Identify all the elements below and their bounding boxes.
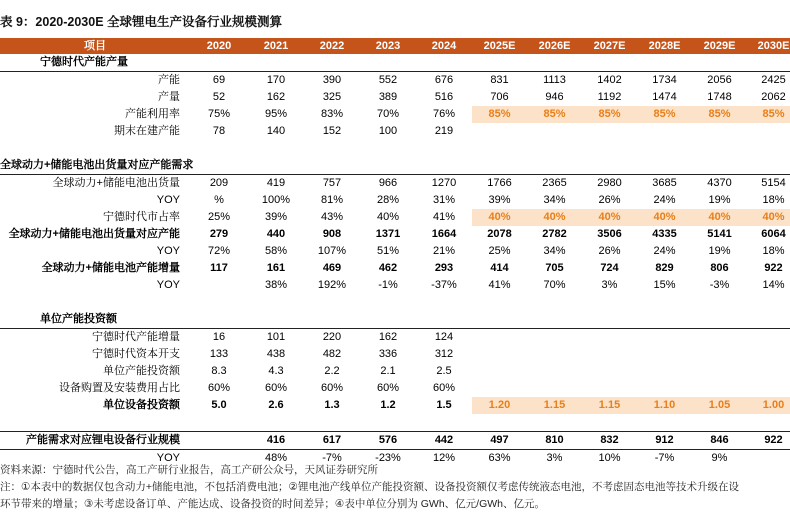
header-year: 2027E <box>582 38 637 54</box>
value-cell: 908 <box>322 228 342 240</box>
value-cell <box>637 363 692 380</box>
value-cell: -1% <box>378 279 398 291</box>
table-row <box>0 192 790 209</box>
value-cell: 676 <box>434 74 454 86</box>
table-row <box>0 72 790 90</box>
row-label: 产能 <box>158 74 180 86</box>
value-cell: 757 <box>322 177 342 189</box>
row-label: 宁德时代产能增量 <box>92 331 180 343</box>
value-cell <box>582 329 637 347</box>
value-cell: 2425 <box>761 74 786 86</box>
value-cell <box>692 346 747 363</box>
value-cell: 162 <box>266 91 286 103</box>
value-cell: 1.15 <box>582 397 637 414</box>
note-line-2: 环节带来的增量；③未考虑设备订单、产能达成、设备投资的时间差异；④表中单位分别为 GWh、亿元/GWh、亿元。 <box>0 498 545 510</box>
header-year: 2030E <box>747 38 790 54</box>
value-cell: 41% <box>432 211 456 223</box>
value-cell: 24% <box>653 245 676 257</box>
value-cell: 107% <box>317 245 347 257</box>
value-cell: 832 <box>582 432 637 450</box>
value-cell: 552 <box>378 74 398 86</box>
value-cell: 3506 <box>597 228 622 240</box>
value-cell: 10% <box>598 452 621 464</box>
value-cell: 4.3 <box>268 365 284 377</box>
header-year: 2024 <box>416 38 472 54</box>
spacer-cell <box>0 414 790 432</box>
value-cell: 497 <box>472 432 527 450</box>
value-cell: 1113 <box>543 74 566 86</box>
value-cell: 26% <box>598 194 621 206</box>
value-cell <box>527 329 582 347</box>
value-cell: 209 <box>209 177 229 189</box>
value-cell: 60% <box>320 382 344 394</box>
value-cell: 85% <box>637 106 692 123</box>
value-cell: 2980 <box>597 177 622 189</box>
table-row <box>0 346 790 363</box>
value-cell: 18% <box>762 245 785 257</box>
row-label: YOY <box>156 194 180 206</box>
header-year: 2020 <box>190 38 248 54</box>
spacer-row <box>0 294 790 311</box>
value-cell: 1664 <box>431 228 457 240</box>
value-cell: 38% <box>264 279 288 291</box>
value-cell: -37% <box>431 279 457 291</box>
row-label: 宁德时代市占率 <box>103 211 180 223</box>
value-cell <box>637 329 692 347</box>
value-cell: 3% <box>601 279 618 291</box>
value-cell <box>527 123 582 140</box>
value-cell: 85% <box>692 106 747 123</box>
value-cell: 946 <box>545 91 564 103</box>
value-cell: 100% <box>261 194 291 206</box>
section-header-row <box>0 54 790 72</box>
value-cell <box>692 363 747 380</box>
row-label: 单位设备投资额 <box>103 399 180 411</box>
value-cell: 2782 <box>542 228 567 240</box>
value-cell: 806 <box>710 262 729 274</box>
value-cell: 3685 <box>652 177 677 189</box>
row-label: 设备购置及安装费用占比 <box>59 382 180 394</box>
value-cell: 25% <box>488 245 511 257</box>
row-label: 全球动力+储能电池出货量对应产能 <box>8 228 180 240</box>
value-cell: 966 <box>378 177 398 189</box>
final-row-label: 产能需求对应锂电设备行业规模 <box>0 432 190 450</box>
value-cell <box>747 329 790 347</box>
value-cell: 85% <box>472 106 527 123</box>
table-row <box>0 380 790 397</box>
value-cell: 83% <box>320 108 344 120</box>
value-cell: -7% <box>654 452 675 464</box>
value-cell: 21% <box>432 245 456 257</box>
value-cell: 58% <box>264 245 288 257</box>
value-cell: 5.0 <box>211 399 227 411</box>
row-label: YOY <box>156 279 180 291</box>
value-cell: 5154 <box>761 177 786 189</box>
table-row <box>0 243 790 260</box>
value-cell: 76% <box>432 108 456 120</box>
value-cell: 85% <box>747 106 790 123</box>
value-cell: 34% <box>543 194 566 206</box>
value-cell: 70% <box>543 279 566 291</box>
value-cell: 390 <box>322 74 342 86</box>
spacer-row <box>0 140 790 157</box>
value-cell: 18% <box>762 194 785 206</box>
value-cell: 442 <box>416 432 472 450</box>
value-cell: 1.2 <box>380 399 396 411</box>
value-cell <box>472 363 527 380</box>
spacer-cell <box>0 294 790 311</box>
table-row <box>0 226 790 243</box>
value-cell: 325 <box>322 91 342 103</box>
value-cell: -7% <box>322 452 342 464</box>
value-cell: 469 <box>322 262 342 274</box>
value-cell: 40% <box>747 209 790 226</box>
value-cell: 1192 <box>597 91 622 103</box>
spacer-row <box>0 414 790 432</box>
value-cell <box>582 380 637 397</box>
section-header-row <box>0 311 790 329</box>
value-cell <box>582 346 637 363</box>
section-title: 全球动力+储能电池出货量对应产能需求 <box>0 157 790 175</box>
value-cell: 60% <box>432 382 456 394</box>
value-cell: 516 <box>434 91 454 103</box>
value-cell: 162 <box>378 331 398 343</box>
header-year: 2026E <box>527 38 582 54</box>
value-cell: 69 <box>212 74 226 86</box>
value-cell: 117 <box>210 262 228 274</box>
value-cell: 1474 <box>652 91 677 103</box>
value-cell: 922 <box>747 432 790 450</box>
value-cell: 389 <box>378 91 398 103</box>
value-cell: 4335 <box>652 228 677 240</box>
final-total-row <box>0 432 790 450</box>
value-cell: 1.10 <box>637 397 692 414</box>
header-year: 2028E <box>637 38 692 54</box>
value-cell: 2.6 <box>268 399 284 411</box>
value-cell: 19% <box>708 245 731 257</box>
value-cell: 419 <box>266 177 286 189</box>
row-label: 单位产能投资额 <box>103 365 180 377</box>
header-year: 2029E <box>692 38 747 54</box>
value-cell: 1.3 <box>324 399 340 411</box>
value-cell: 1.5 <box>436 399 452 411</box>
source-note: 资料来源：宁德时代公告，高工产研行业报告，高工产研公众号，天风证券研究所 <box>0 464 378 476</box>
value-cell <box>472 329 527 347</box>
value-cell: 831 <box>490 74 509 86</box>
value-cell: 140 <box>266 125 286 137</box>
section-header-row <box>0 157 790 175</box>
value-cell: 31% <box>432 194 456 206</box>
value-cell: 40% <box>582 209 637 226</box>
value-cell: 2.2 <box>324 365 340 377</box>
value-cell: 220 <box>322 331 342 343</box>
table-row <box>0 397 790 414</box>
value-cell: 81% <box>320 194 344 206</box>
value-cell: 2062 <box>761 91 786 103</box>
value-cell: 810 <box>527 432 582 450</box>
value-cell: 16 <box>212 331 226 343</box>
row-label: YOY <box>156 452 180 464</box>
value-cell: 72% <box>207 245 231 257</box>
row-label: 产量 <box>158 91 180 103</box>
table-row <box>0 260 790 277</box>
value-cell <box>637 346 692 363</box>
value-cell: 60% <box>207 382 231 394</box>
value-cell: -3% <box>709 279 730 291</box>
value-cell <box>637 380 692 397</box>
value-cell: 336 <box>378 348 398 360</box>
value-cell: 1371 <box>375 228 401 240</box>
row-label: 产能利用率 <box>125 108 180 120</box>
value-cell: 912 <box>637 432 692 450</box>
value-cell <box>527 380 582 397</box>
value-cell: % <box>214 194 224 206</box>
value-cell: 4370 <box>707 177 732 189</box>
value-cell: 78 <box>212 125 226 137</box>
value-cell: 12% <box>432 452 456 464</box>
table-row <box>0 209 790 226</box>
value-cell: 1748 <box>707 91 732 103</box>
value-cell <box>747 346 790 363</box>
value-cell: 43% <box>320 211 344 223</box>
value-cell: 152 <box>322 125 342 137</box>
value-cell <box>747 363 790 380</box>
value-cell: -23% <box>375 452 401 464</box>
section-title: 单位产能投资额 <box>0 311 790 329</box>
value-cell: 75% <box>207 108 231 120</box>
value-cell: 576 <box>360 432 416 450</box>
notes <box>0 462 790 513</box>
table-row <box>0 123 790 140</box>
value-cell: 85% <box>582 106 637 123</box>
value-cell: 52 <box>212 91 226 103</box>
row-label: 宁德时代资本开支 <box>92 348 180 360</box>
value-cell: 2365 <box>542 177 567 189</box>
value-cell <box>472 380 527 397</box>
value-cell: 3% <box>546 452 563 464</box>
value-cell: 15% <box>653 279 676 291</box>
header-year: 2022 <box>304 38 360 54</box>
row-label: 全球动力+储能电池出货量 <box>52 177 180 189</box>
value-cell: 293 <box>434 262 454 274</box>
value-cell: 5141 <box>707 228 732 240</box>
value-cell: 34% <box>543 245 566 257</box>
value-cell: 1.20 <box>472 397 527 414</box>
value-cell: 1.00 <box>747 397 790 414</box>
value-cell <box>472 346 527 363</box>
header-year: 2021 <box>248 38 304 54</box>
value-cell: 1402 <box>597 74 622 86</box>
value-cell: 170 <box>266 74 286 86</box>
value-cell: 14% <box>762 279 785 291</box>
value-cell: 26% <box>598 245 621 257</box>
header-row <box>0 38 790 54</box>
value-cell: 24% <box>653 194 676 206</box>
value-cell: 70% <box>376 108 400 120</box>
table-row <box>0 175 790 193</box>
value-cell: 414 <box>490 262 509 274</box>
value-cell: 48% <box>264 452 288 464</box>
value-cell: 19% <box>708 194 731 206</box>
value-cell: 60% <box>376 382 400 394</box>
value-cell: 124 <box>434 331 454 343</box>
value-cell: 192% <box>317 279 347 291</box>
header-item: 项目 <box>0 38 190 54</box>
value-cell <box>747 123 790 140</box>
value-cell <box>582 363 637 380</box>
value-cell: 1.05 <box>692 397 747 414</box>
row-label: YOY <box>156 245 180 257</box>
header-year: 2023 <box>360 38 416 54</box>
value-cell: 724 <box>600 262 619 274</box>
value-cell <box>527 363 582 380</box>
value-cell: 922 <box>764 262 783 274</box>
header-year: 2025E <box>472 38 527 54</box>
value-cell: 28% <box>376 194 400 206</box>
value-cell <box>472 123 527 140</box>
value-cell: 40% <box>692 209 747 226</box>
value-cell: 101 <box>266 331 286 343</box>
value-cell: 60% <box>264 382 288 394</box>
table-body <box>0 38 790 467</box>
row-label: 期末在建产能 <box>114 125 180 137</box>
value-cell: 8.3 <box>211 365 227 377</box>
value-cell: 617 <box>304 432 360 450</box>
value-cell <box>527 346 582 363</box>
value-cell <box>637 123 692 140</box>
value-cell: 1270 <box>431 177 457 189</box>
table-row <box>0 329 790 347</box>
value-cell: 40% <box>637 209 692 226</box>
section-title: 宁德时代产能产量 <box>0 54 790 72</box>
value-cell: 462 <box>378 262 398 274</box>
value-cell: 279 <box>209 228 229 240</box>
value-cell: 846 <box>692 432 747 450</box>
data-table <box>0 38 790 467</box>
value-cell <box>692 329 747 347</box>
value-cell: 2.5 <box>436 365 452 377</box>
value-cell: 2078 <box>487 228 512 240</box>
table-row <box>0 363 790 380</box>
value-cell: 95% <box>264 108 288 120</box>
table-row <box>0 106 790 123</box>
spacer-cell <box>0 140 790 157</box>
value-cell: 440 <box>266 228 286 240</box>
value-cell: 829 <box>655 262 674 274</box>
value-cell: 482 <box>322 348 342 360</box>
value-cell: 2056 <box>707 74 732 86</box>
table-row <box>0 89 790 106</box>
value-cell: 41% <box>488 279 511 291</box>
value-cell <box>747 380 790 397</box>
value-cell <box>190 432 248 450</box>
value-cell: 40% <box>472 209 527 226</box>
table-title: 表 9：2020-2030E 全球锂电生产设备行业规模测算 <box>0 15 283 29</box>
value-cell: 219 <box>434 125 454 137</box>
value-cell: 705 <box>545 262 564 274</box>
value-cell: 1.15 <box>527 397 582 414</box>
value-cell: 100 <box>378 125 398 137</box>
value-cell: 39% <box>488 194 511 206</box>
value-cell: 133 <box>209 348 229 360</box>
value-cell: 706 <box>490 91 509 103</box>
value-cell: 438 <box>266 348 286 360</box>
value-cell: 85% <box>527 106 582 123</box>
value-cell: 25% <box>207 211 231 223</box>
value-cell: 2.1 <box>380 365 396 377</box>
value-cell <box>692 380 747 397</box>
value-cell: 1766 <box>487 177 512 189</box>
row-label: 全球动力+储能电池产能增量 <box>41 262 180 274</box>
value-cell <box>692 123 747 140</box>
value-cell: 40% <box>527 209 582 226</box>
value-cell: 312 <box>434 348 454 360</box>
value-cell <box>190 277 248 294</box>
value-cell: 9% <box>711 452 728 464</box>
value-cell: 161 <box>266 262 286 274</box>
value-cell <box>582 123 637 140</box>
value-cell: 416 <box>248 432 304 450</box>
value-cell: 40% <box>376 211 400 223</box>
note-line-1: 注：①本表中的数据仅包含动力+储能电池，不包括消费电池；②锂电池产线单位产能投资额、设备投资额仅考虑传统液态电池，不考虑固态电池等技术升级在设 <box>0 481 739 493</box>
value-cell: 63% <box>488 452 511 464</box>
table-row <box>0 277 790 294</box>
value-cell: 1734 <box>652 74 677 86</box>
value-cell: 6064 <box>761 228 786 240</box>
value-cell: 51% <box>376 245 400 257</box>
value-cell: 39% <box>264 211 288 223</box>
